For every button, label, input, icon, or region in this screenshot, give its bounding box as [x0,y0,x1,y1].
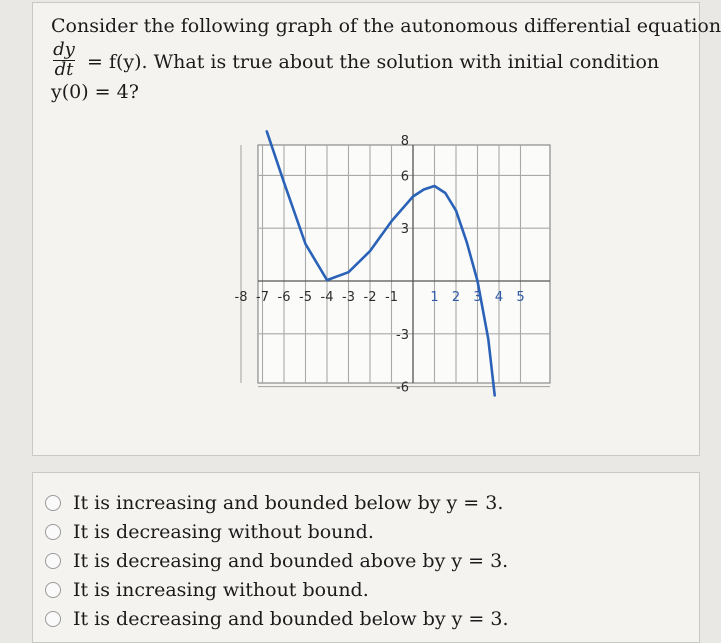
x-tick-label: -6 [277,290,291,305]
answer-option-1[interactable] [45,489,503,517]
x-tick-label: -1 [385,290,398,305]
fraction-numerator: dy [53,39,75,60]
x-tick-label: 2 [451,290,461,305]
question-text-line-3: y(0) = 4? [51,81,139,103]
derivative-fraction [51,41,77,78]
y-tick-label: -6 [396,380,409,396]
function-graph [234,134,558,396]
x-tick-label: 1 [430,290,439,305]
x-tick-label: -8 [234,290,248,305]
y-tick-label: -3 [396,327,409,343]
x-tick-label: -7 [256,290,269,305]
radio-button[interactable] [45,582,61,598]
radio-button[interactable] [45,495,61,511]
x-tick-label: -5 [299,290,312,305]
radio-button[interactable] [45,524,61,540]
answer-options [32,472,700,643]
answer-option-label: It is decreasing and bounded above by y = 3. [73,550,509,572]
answer-option-label: It is increasing without bound. [73,579,369,601]
radio-button[interactable] [45,611,61,627]
answer-option-3[interactable] [45,547,508,575]
answer-option-4[interactable] [45,576,369,604]
x-tick-label: 4 [494,290,504,305]
question-text-line-1: Consider the following graph of the autonomous differential equation [51,15,721,37]
fraction-denominator: dt [54,59,74,80]
y-tick-label: 3 [400,222,409,238]
answer-option-label: It is increasing and bounded below by y = 3. [73,492,504,514]
question-panel [32,2,721,456]
question-text-line-2: = f(y). What is true about the solution with initial condition [87,51,660,73]
x-tick-label: 5 [516,290,525,305]
answer-option-label: It is decreasing and bounded below by y = 3. [73,608,509,630]
answer-option-label: It is decreasing without bound. [73,521,374,543]
y-tick-label: 8 [400,134,409,150]
x-tick-label: -3 [342,290,355,305]
answer-option-5[interactable] [45,605,509,633]
x-tick-label: -4 [320,290,334,305]
answer-option-2[interactable] [45,518,374,546]
x-tick-label: -2 [363,290,377,305]
x-tick-label: 3 [473,290,482,305]
radio-button[interactable] [45,553,61,569]
y-tick-label: 6 [400,169,409,185]
